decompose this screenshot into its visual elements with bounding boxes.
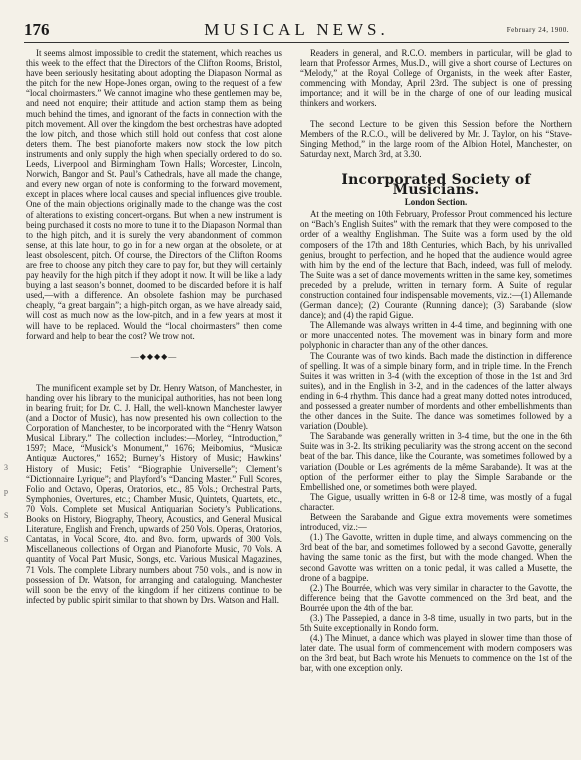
lecture-paragraph: (1.) The Gavotte, written in duple time, and always commencing on the 3rd beat of the bar, and sometimes followed by a second Gavotte, generally having the same tonic as the first, but with the mode changed. When the second Gavotte was written on a tonic pedal, it was called a Musette, the drone of a bagpipe. (300, 532, 572, 583)
section-divider: —◆◆◆◆— (130, 351, 178, 361)
society-heading: Incorporated Society of Musicians. (341, 171, 531, 199)
margin-mark: S (4, 511, 9, 520)
lecture-paragraph: The Courante was of two kinds. Bach made the distinction in difference of spelling. It was of a simple binary form, and in triple time. In the French Suites it was written in 3-4 (with the exception of those in the 1st and 3rd suites), and in the English in 3-2, and in the cadences of the latter always ending in 6-4 rhythm. This dance had a great many dotted notes introduced, and possessed a greater number of mordents and other embellishments than the other dances in the Suite. The dance was sometimes followed by a variation (Double). (300, 350, 572, 432)
lecture-paragraph: (3.) The Passepied, a dance in 3-8 time, usually in two parts, but in the 5th Suite exceptionally in Rondo form. (300, 612, 572, 634)
page-number: 176 (24, 20, 50, 39)
issue-date: February 24, 1900. (506, 26, 569, 34)
library-article-paragraph: The munificent example set by Dr. Henry Watson, of Manchester, in handing over his library to the municipal authorities, has not been long in bearing fruit; for Dr. C. J. Hall, the well-known Manchester lawyer (and a Doctor of Music), has now presented his own collection to the Corporation of Manchester, to be incorporated with the “Henry Watson Musical Library.” The collection includes:—Morley, “Introduction,” 1597; Mace, “Musick’s Monument,” 1676; Meibomius, “Musicæ Antiquæ Auctores,” 1652; Burney’s History of Music; Hawkins’ History of Music; Fetis’ “Biographie Universelle”; Clement’s “Dictionnaire Lyrique”; and Playford’s “Dancing Master.” Full Scores, Folio and Octavo, Operas, Oratorios, etc., 85 Vols.; Orchestral Parts, Symphonies, Overtures, etc.; Chamber Music, Quintets, Quartets, etc., 70 Vols. Complete set Musical Antiquarian Society’s Publications. Books on History, Biography, Theory, Acoustics, and General Musical Literature, English and French, upwards of 250 Vols. Operas, Oratorios, Cantatas, in Vocal Score, 4to. and 8vo. form, upwards of 300 Vols. Miscellaneous collections of Organ and Pianoforte Music, 70 Vols. A quantity of Vocal Part Music, Songs, etc. Various Musical Magazines, 71 Vols. The complete Library numbers about 750 vols., and is now in possession of Dr. Watson, for arranging and cataloguing. Manchester will soon be the envy of the kingdom if her citizens continue to be infected by public spirit similar to that shown by Drs. Watson and Hall. (26, 382, 282, 605)
lecture-paragraph: (4.) The Minuet, a dance which was played in slower time than those of later date. The usual form of commencement with modern composers was on the 3rd beat, but Bach wrote his Menuets to commence on the 1st of the bar, with one exception only. (300, 633, 572, 674)
stave-singing-paragraph: The second Lecture to be given this Session before the Northern Members of the R.C.O., will be delivered by Mr. J. Taylor, on his “Stave-Singing Method,” in the large room of the Albion Hotel, Manchester, on Saturday next, March 3rd, at 3.30. (300, 118, 572, 159)
lecture-paragraph: The Sarabande was generally written in 3-4 time, but the one in the 6th Suite was in 3-2. Its striking peculiarity was the strong accent on the second beat of the bar. This dance, like the Courante, was sometimes followed by a variation (Double or Les agréments de la même Sarabande). It was at the option of the performer either to play the Simple Sarabande or the Embellished one, or sometimes both were played. (300, 431, 572, 492)
lecture-paragraph: (2.) The Bourrée, which was very similar in character to the Gavotte, the difference being that the Gavotte commenced on the 3rd beat, and the Bourrée upon the 4th of the bar. (300, 582, 572, 613)
left-column (26, 48, 282, 605)
margin-mark: S (4, 535, 9, 544)
lecture-paragraph: The Gigue, usually written in 6-8 or 12-8 time, was mostly of a fugal character. (300, 491, 572, 512)
margin-mark: p (4, 487, 8, 496)
rco-lectures-paragraph: Readers in general, and R.C.O. members in particular, will be glad to learn that Professor Armes, Mus.D., will give a short course of Lectures on “Melody,” at the Royal College of Organists, in the week after Easter, commencing with Monday, April 23rd. The subject is one of pressing importance; and it will be in the charge of one of our leading musical thinkers and workers. (300, 48, 572, 109)
right-column (300, 48, 572, 674)
lecture-paragraph: At the meeting on 10th February, Professor Prout commenced his lecture on “Bach’s English Suites” with the remark that they were composed to the order of a wealthy Englishman. The Suite was a form used by the old composers of the 17th and 18th Centuries, which Bach, by his unrivalled genius, brought to perfection, and he hoped that the audience would agree with him by the end of the lecture that Bach, indeed, was full of melody. The Suite was a set of dance movements written in the same key, sometimes preceded by a prelude, written in ternary form. A Suite of regular construction contained four indispensable movements, viz.:—(1) Allemande (German dance); (2) Courante (Running dance); (3) Sarabande (slow dance); and (4) the rapid Gigue. (300, 209, 572, 321)
section-subheading: London Section. (404, 197, 468, 208)
margin-mark: 3 (4, 463, 8, 472)
lecture-paragraph: The Allemande was always written in 4-4 time, and beginning with one or more unaccented notes. The movement was in binary form and more polyphonic in character than any of the other dances. (300, 320, 572, 351)
pitch-article-paragraph: It seems almost impossible to credit the statement, which reaches us this week to the effect that the Directors of the Clifton Rooms, Bristol, have been seriously hesitating about adopting the Diapason Normal as the pitch for the new Hope-Jones organ, owing to the request of a few “local choirmasters.” We cannot imagine who these gentlemen may be, and need not enquire; their attitude and action stamp them as being much behind the times, and ignorant of the facts in connection with the pitch movement. All over the kingdom the best orchestras have adopted the low pitch, and those which still hold out confess that cost alone deters them. The best pianoforte makers now stock the low pitch instruments and only supply the high when specially ordered to do so. Leeds, Liverpool and Birmingham Town Halls; Worcester, Lincoln, Norwich, Bangor and St. Paul’s Cathedrals, have all made the change, and every new organ of note is conforming to the forward movement, except in places where local causes and special influences give trouble. One of the main objections originally made to the change was the cost of alterations to existing concert-organs. But when a new instrument is being purchased it costs no more to tune it to the Diapason Normal than to the high pitch, and it is surely the very abandonment of common sense, at this late hour, to go in for a new organ at the obsolete, or at least obsolescent, pitch. Of course, the Directors of the Clifton Rooms are free to choose any pitch they care to pay for, but they will certainly pay heavily for the high pitch if they adopt it now. It will be like a lady buying a last season’s bonnet, doomed to be discarded before it is half used,—with a difference. An obsolete fashion may be purchased cheaply, “a great bargain”; a high-pitch organ, as we have already said, will cost as much now as the low-pitch, and in a few years at most it will have to be replaced. Would the “local choirmasters” then come forward and help to bear the cost? We trow not. (26, 48, 282, 341)
page-header (24, 20, 569, 43)
masthead: MUSICAL NEWS. (204, 20, 389, 39)
lecture-paragraph: Between the Sarabande and Gigue extra movements were sometimes introduced, viz.:— (300, 512, 572, 533)
